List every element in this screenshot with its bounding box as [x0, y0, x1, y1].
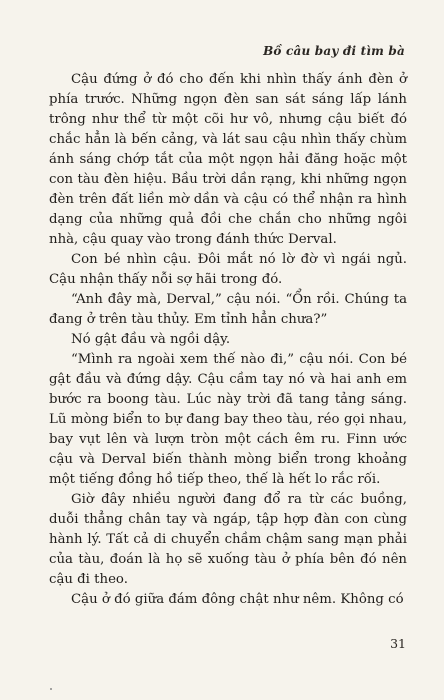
paragraph: Con bé nhìn cậu. Đôi mắt nó lờ đờ vì ngái ngủ. Cậu nhận thấy nỗi sợ hãi trong đó.	[49, 252, 407, 287]
page-number: 31	[390, 636, 406, 651]
body-text	[49, 70, 407, 610]
paragraph: Cậu đứng ở đó cho đến khi nhìn thấy ánh đèn ở phía trước. Những ngọn đèn san sát sáng lấp lánh trông như thể từ một cõi hư vô, nhưng cậu biết đó chắc hẳn là bến cảng, và lát sau cậu nhìn thấy chùm ánh sáng chớp tắt của một ngọn hải đăng hoặc một con tàu đèn hiệu. Bầu trời dần rạng, khi những ngọn đèn trên đất liền mờ dần và cậu có thể nhận ra hình dạng của những quả đồi che chắn cho những ngôi nhà, cậu quay vào trong đánh thức Derval.	[49, 72, 407, 247]
paragraph: Cậu ở đó giữa đám đông chật như nêm. Không có	[71, 592, 404, 607]
print-speck	[50, 688, 52, 690]
paragraph: “Mình ra ngoài xem thế nào đi,” cậu nói. Con bé gật đầu và đứng dậy. Cậu cầm tay nó và hai anh em bước ra boong tàu. Lúc này trời đã tang tảng sáng. Lũ mòng biển to bự đang bay theo tàu, réo gọi nhau, bay vụt lên và lượn tròn một cách êm ru. Finn ước cậu và Derval biến thành mòng biển trong khoảng một tiếng đồng hồ tiếp theo, thế là hết lo rắc rối.	[49, 352, 407, 487]
paragraph: Giờ đây nhiều người đang đổ ra từ các buồng, duỗi thẳng chân tay và ngáp, tập hợp đàn con cùng hành lý. Tất cả di chuyển chầm chậm sang mạn phải của tàu, đoán là họ sẽ xuống tàu ở phía bên đó nên cậu đi theo.	[49, 492, 407, 587]
paragraph: Nó gật đầu và ngồi dậy.	[71, 332, 231, 347]
running-header: Bồ câu bay đi tìm bà	[263, 44, 405, 58]
paragraph: “Anh đây mà, Derval,” cậu nói. “Ổn rồi. Chúng ta đang ở trên tàu thủy. Em tỉnh hẳn chưa?”	[49, 292, 407, 327]
